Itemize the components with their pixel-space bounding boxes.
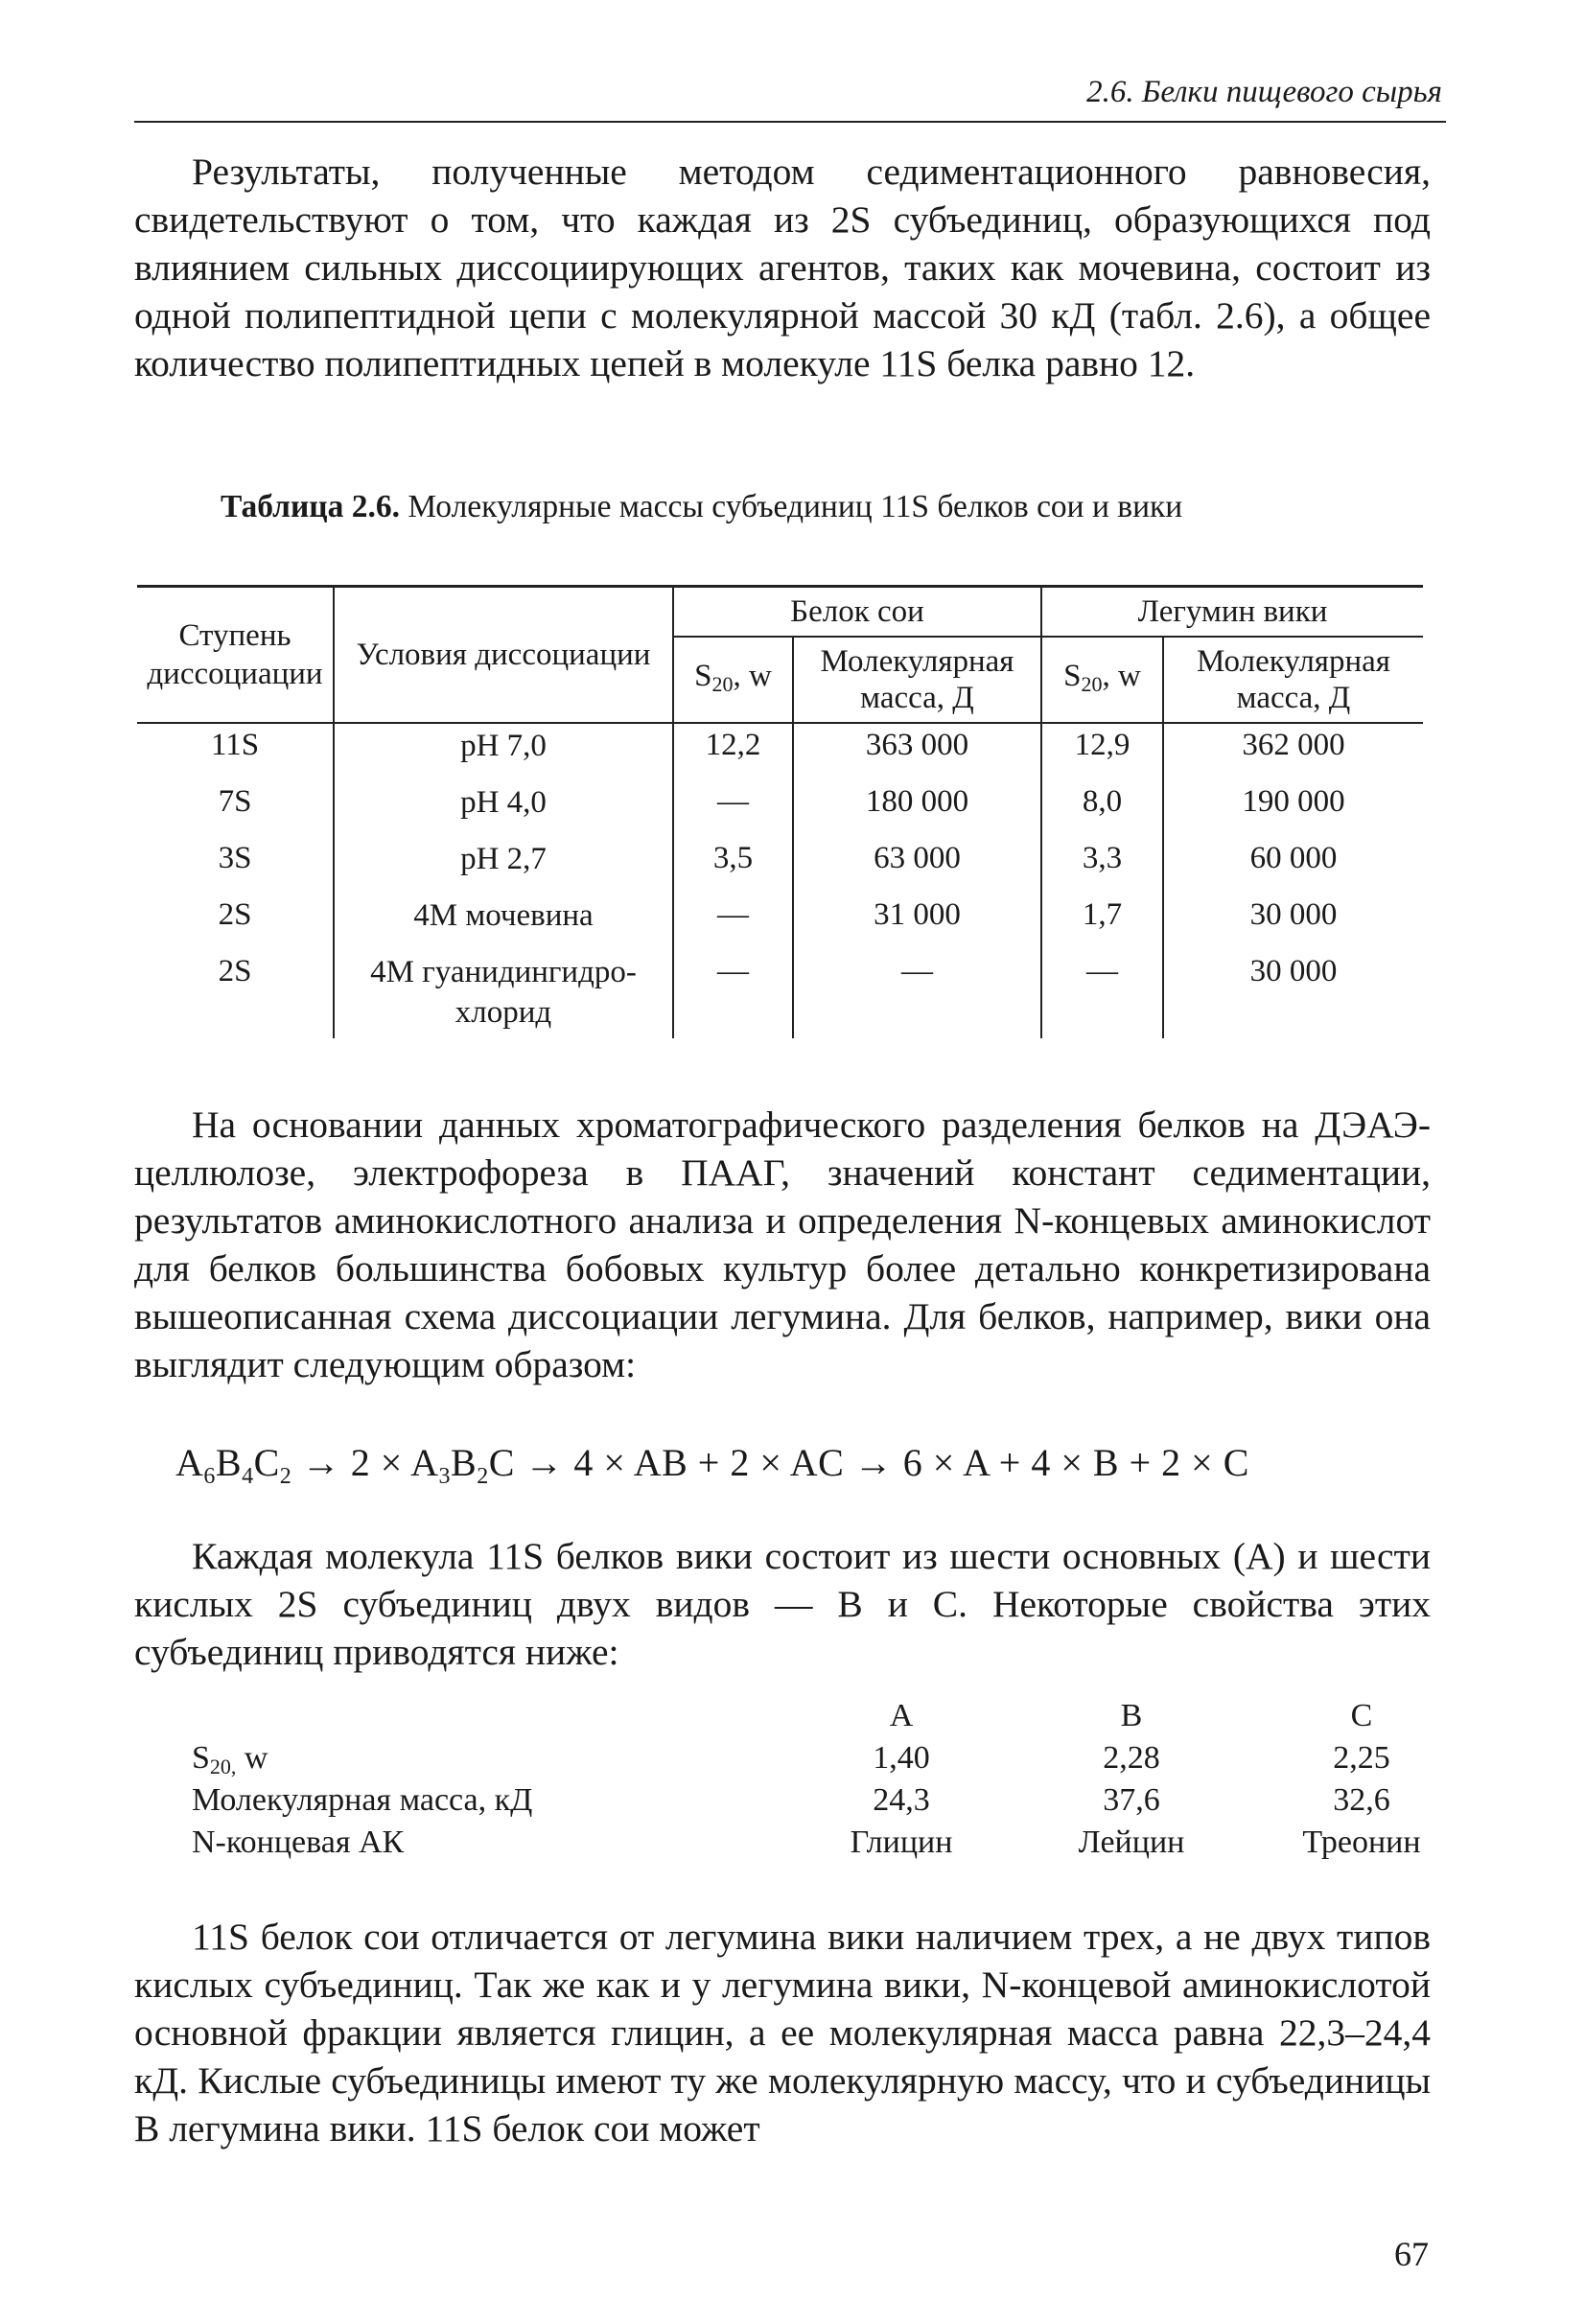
- cell-conditions: 4М мочевина: [334, 894, 673, 950]
- value-a: Глицин: [850, 1824, 953, 1860]
- paragraph-1: Результаты, полученные методом седиментационного равновесия, свидетельствуют о том, что каждая из 2S субъединиц, образующихся под влиянием сильных диссоциирующих агентов, таких как мочевина, состоит из одной полипептидной цепи с молекулярной массой 30 кД (табл. 2.6), а общее количество полипептидных цепей в молекуле 11S белка равно 12.: [134, 151, 1431, 384]
- value-c: Треонин: [1302, 1824, 1421, 1860]
- header-vetch-mass: Молекулярная масса, Д: [1163, 637, 1423, 723]
- cell-vetch-s: —: [1041, 950, 1163, 1038]
- page-number: 67: [1394, 2235, 1429, 2273]
- cell-conditions: 4М гуанидингидро-хлорид: [334, 950, 673, 1038]
- cell-vetch-s: 3,3: [1041, 837, 1163, 894]
- paragraph-3: Каждая молекула 11S белков вики состоит из шести основных (А) и шести кислых 2S субъединиц двух видов — В и С. Некоторые свойства этих субъединиц приводятся ниже:: [134, 1535, 1431, 1673]
- paragraph-2: На основании данных хроматографического разделения белков на ДЭАЭ-целлюлозе, электрофореза в ПААГ, значений констант седиментации, результатов аминокислотного анализа и определения N-концевых аминокислот для белков большинства бобовых культур более детально конкретизирована вышеописанная схема диссоциации легумина. Для белков, например, вики она выглядит следующим образом:: [134, 1104, 1431, 1385]
- cell-soy-s: 3,5: [673, 837, 793, 894]
- cell-soy-s: —: [673, 950, 793, 1038]
- subunit-properties: [192, 1695, 1438, 1864]
- table-row: [137, 780, 1423, 837]
- table-row: [137, 950, 1423, 1038]
- cell-stage: 2S: [218, 897, 252, 932]
- subunit-mass-table: [137, 585, 1423, 1038]
- running-title: 2.6. Белки пищевого сырья: [1086, 75, 1442, 109]
- property-label: Молекулярная масса, кД: [192, 1782, 533, 1818]
- table-row: [137, 723, 1423, 780]
- cell-soy-mass: —: [793, 950, 1041, 1038]
- cell-vetch-mass: 60 000: [1163, 837, 1423, 894]
- properties-header-row: [192, 1695, 1438, 1737]
- value-b: 37,6: [1103, 1782, 1160, 1818]
- header-vetch-group: Легумин вики: [1041, 587, 1423, 638]
- cell-soy-mass: 180 000: [793, 780, 1041, 837]
- header-vetch-s: $S_{20}$, w: [1041, 637, 1163, 723]
- cell-vetch-mass: 30 000: [1163, 894, 1423, 950]
- value-b: Лейцин: [1078, 1824, 1185, 1860]
- cell-stage: 11S: [210, 728, 260, 762]
- dissociation-formula: $A_6B_4C_2 \to 2 \times A_3B_2C \to 4$ × AB + 2 × AC → 6 × A + 4 × B + 2 × C: [175, 1441, 1249, 1489]
- cell-conditions: pH 2,7: [334, 837, 673, 894]
- header-soy-mass: Молекулярная масса, Д: [793, 637, 1041, 723]
- table-caption: [221, 489, 1182, 525]
- value-b: 2,28: [1103, 1740, 1160, 1776]
- header-soy-s: $S_{20}$, w: [673, 637, 793, 723]
- running-header: [134, 67, 1446, 123]
- cell-soy-s: —: [673, 780, 793, 837]
- cell-vetch-s: 12,9: [1041, 723, 1163, 780]
- cell-soy-mass: 63 000: [793, 837, 1041, 894]
- header-stage: Ступень диссоциации: [137, 587, 334, 724]
- properties-row: [192, 1822, 1438, 1864]
- cell-soy-mass: 31 000: [793, 894, 1041, 950]
- cell-conditions: pH 7,0: [334, 723, 673, 780]
- table-row: [137, 837, 1423, 894]
- cell-vetch-mass: 362 000: [1163, 723, 1423, 780]
- table-caption-text: Молекулярные массы субъединиц 11S белков сои и вики: [399, 489, 1183, 524]
- header-conditions: Условия диссоциации: [334, 587, 673, 724]
- value-a: 1,40: [873, 1740, 930, 1776]
- col-a-header: А: [889, 1698, 914, 1733]
- table-caption-label: Таблица 2.6.: [221, 489, 400, 524]
- paragraph-4: 11S белок сои отличается от легумина вики наличием трех, а не двух типов кислых субъединиц. Так же как и у легумина вики, N-концевой аминокислотой основной фракции является глицин, а ее молекулярная масса равна 22,3–24,4 кД. Кислые субъединицы имеют ту же молекулярную массу, что и субъединицы В легумина вики. 11S белок сои может: [134, 1916, 1431, 2150]
- header-soy-group: Белок сои: [673, 587, 1041, 638]
- cell-soy-mass: 363 000: [793, 723, 1041, 780]
- cell-conditions: pH 4,0: [334, 780, 673, 837]
- properties-row: [192, 1737, 1438, 1779]
- value-a: 24,3: [873, 1782, 930, 1818]
- properties-row: [192, 1779, 1438, 1822]
- cell-vetch-mass: 30 000: [1163, 950, 1423, 1038]
- cell-vetch-s: 8,0: [1041, 780, 1163, 837]
- value-c: 32,6: [1333, 1782, 1390, 1818]
- cell-soy-s: —: [673, 894, 793, 950]
- property-label: $S_{20,}$ w: [192, 1740, 268, 1778]
- cell-stage: 2S: [218, 954, 252, 988]
- cell-vetch-mass: 190 000: [1163, 780, 1423, 837]
- value-c: 2,25: [1333, 1740, 1390, 1776]
- cell-soy-s: 12,2: [673, 723, 793, 780]
- cell-vetch-s: 1,7: [1041, 894, 1163, 950]
- cell-stage: 3S: [218, 841, 252, 875]
- col-b-header: В: [1120, 1698, 1143, 1733]
- property-label: N-концевая АК: [192, 1824, 405, 1860]
- cell-stage: 7S: [218, 784, 252, 819]
- table-row: [137, 894, 1423, 950]
- col-c-header: С: [1350, 1698, 1373, 1733]
